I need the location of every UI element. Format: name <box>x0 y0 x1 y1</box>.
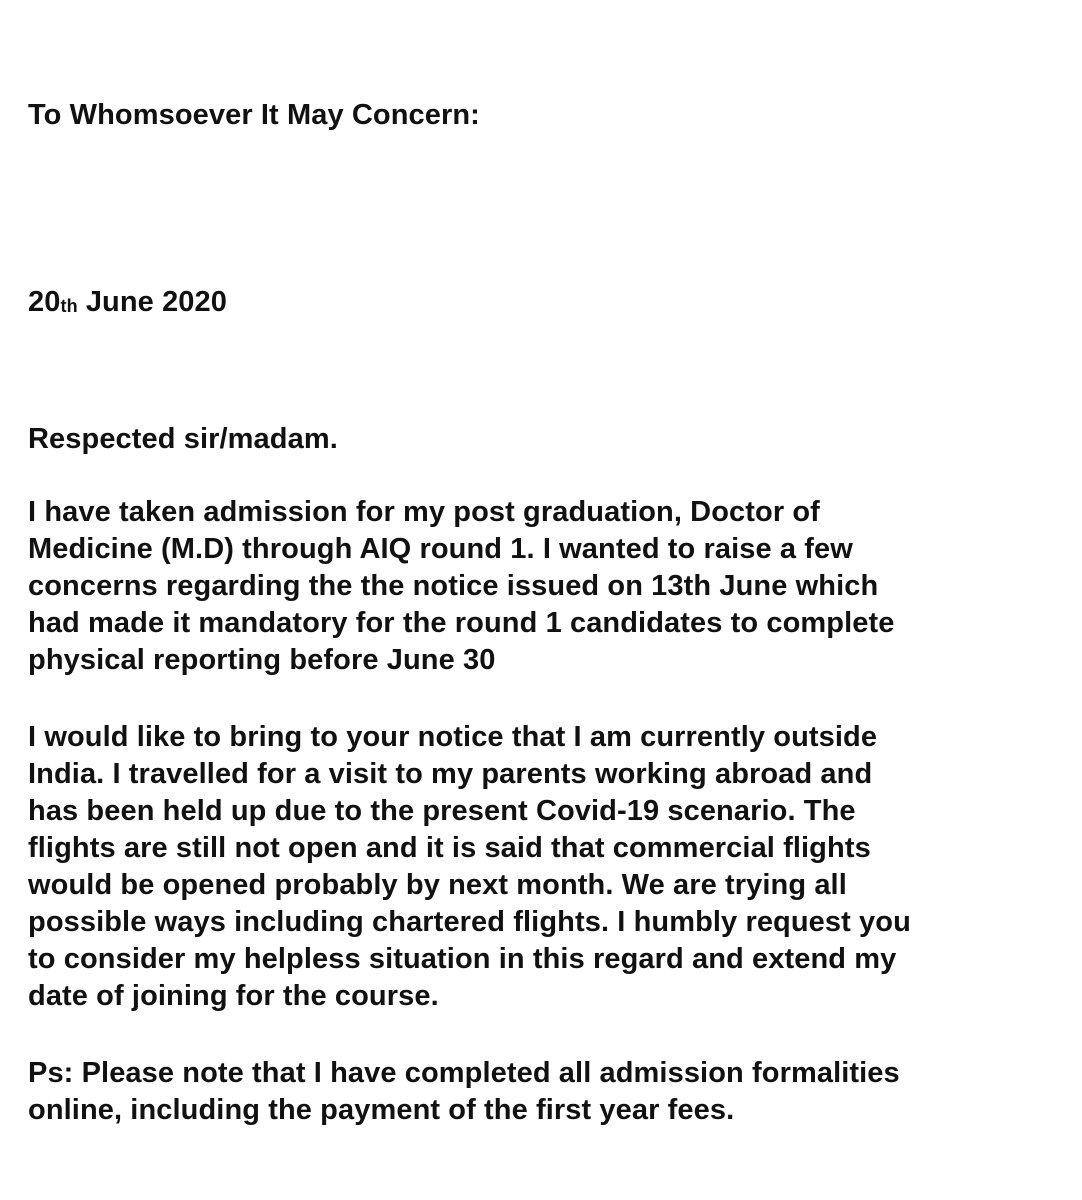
paragraph-line: India. I travelled for a visit to my parents working abroad and <box>28 758 873 790</box>
paragraph-line: I would like to bring to your notice that I am currently outside <box>28 721 878 753</box>
postscript-label: Ps: <box>28 1057 82 1089</box>
paragraph-request <box>28 719 911 1015</box>
paragraph-line: would be opened probably by next month. We are trying all <box>28 869 847 901</box>
letter-page <box>28 0 1058 1200</box>
date-suffix: th <box>60 296 78 316</box>
paragraph-line: possible ways including chartered flights. I humbly request you <box>28 906 911 938</box>
date-day: 20 <box>28 286 61 318</box>
paragraph-line: to consider my helpless situation in this regard and extend my <box>28 943 897 975</box>
paragraph-line: date of joining for the course. <box>28 980 439 1012</box>
postscript-line <box>28 1055 900 1092</box>
paragraph-admission <box>28 494 894 679</box>
postscript-line: online, including the payment of the first year fees. <box>28 1094 735 1126</box>
salutation: To Whomsoever It May Concern: <box>28 99 480 131</box>
paragraph-line: Medicine (M.D) through AIQ round 1. I wanted to raise a few <box>28 533 853 565</box>
greeting: Respected sir/madam. <box>28 423 338 455</box>
date-month-year: June 2020 <box>77 286 227 318</box>
paragraph-line: had made it mandatory for the round 1 candidates to complete <box>28 607 895 639</box>
paragraph-line: has been held up due to the present Covid-19 scenario. The <box>28 795 856 827</box>
postscript-text: Please note that I have completed all admission formalities <box>81 1057 900 1089</box>
paragraph-line: flights are still not open and it is said that commercial flights <box>28 832 871 864</box>
paragraph-line: physical reporting before June 30 <box>28 644 496 676</box>
paragraph-line: I have taken admission for my post graduation, Doctor of <box>28 496 820 528</box>
postscript <box>28 1055 900 1129</box>
letter-date <box>28 284 227 324</box>
paragraph-line: concerns regarding the the notice issued on 13th June which <box>28 570 879 602</box>
